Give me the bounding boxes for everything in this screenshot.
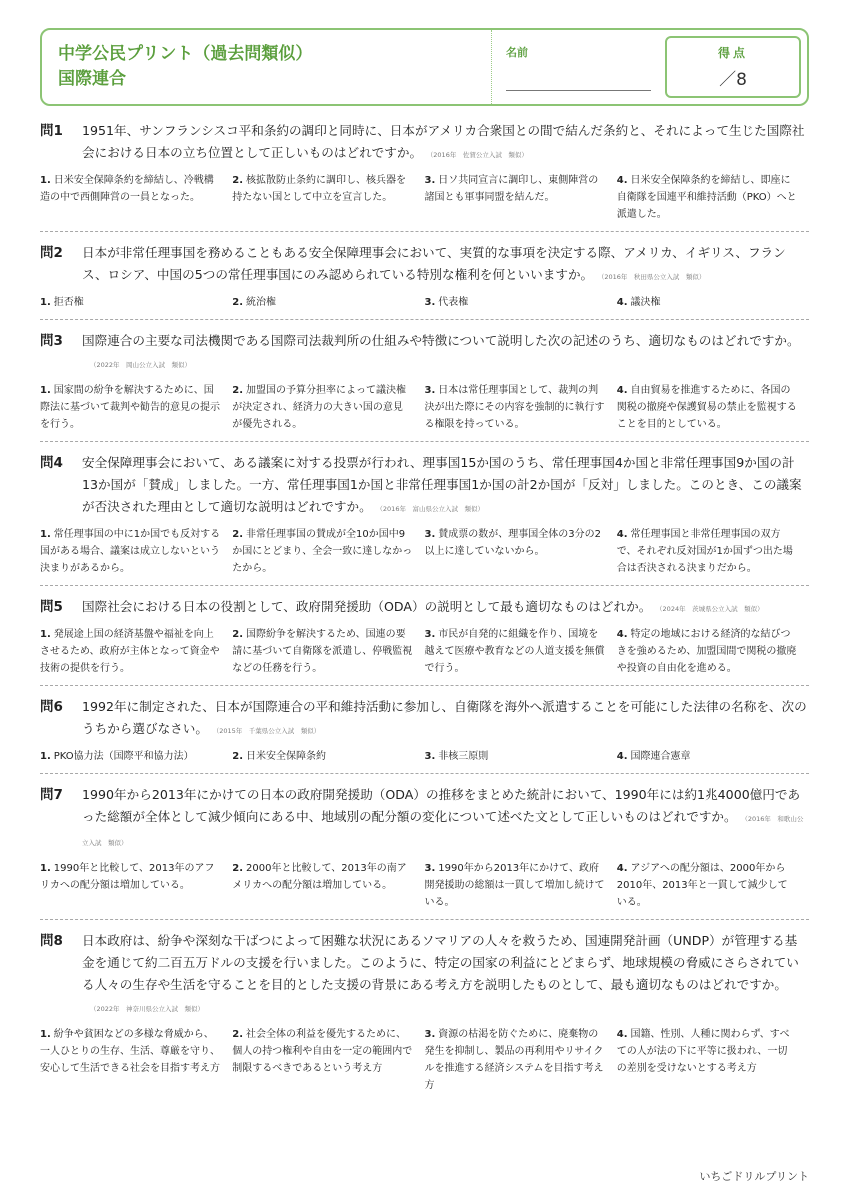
choice-option [425, 860, 617, 911]
choice-text: アジアへの配分額は、2000年から2010年、2013年と一貫して減少している。 [616, 863, 788, 908]
choice-number: 1. [40, 175, 51, 186]
title-block [42, 30, 491, 104]
choice-number: 3. [424, 385, 436, 396]
choice-text: PKO協力法（国際平和協力法） [53, 751, 194, 762]
question-number: 問3 [40, 333, 63, 349]
choice-option [617, 526, 809, 577]
choice-option [425, 1026, 617, 1094]
choice-option [425, 172, 617, 223]
question-text [82, 120, 809, 166]
choice-text: 社会全体の利益を優先するために、個人の持つ権利や自由を一定の範囲内で制限するべきであるという考え方 [232, 1029, 413, 1074]
worksheet-subtitle: 国際連合 [58, 69, 126, 89]
choice-option [232, 1026, 424, 1094]
footer-brand: いちごドリルプリント [699, 1170, 809, 1183]
choice-option [232, 382, 424, 433]
choice-text: 国際連合憲章 [630, 751, 691, 762]
choice-number: 1. [40, 629, 51, 640]
choice-number: 1. [40, 297, 51, 308]
choice-list [40, 1026, 809, 1094]
choice-option [40, 382, 232, 433]
choice-number: 3. [424, 863, 436, 874]
choice-option [617, 626, 809, 677]
question-text [82, 452, 809, 520]
choice-number: 4. [616, 1029, 628, 1040]
question-source: （2016年 富山県公立入試 類似） [379, 505, 484, 513]
choice-text: 国家間の紛争を解決するために、国際法に基づいて裁判や勧告的意見の提示を行う。 [40, 385, 220, 430]
question-body: 日本が非常任理事国を務めることもある安全保障理事会において、実質的な事項を決定する際、アメリカ、イギリス、フランス、ロシア、中国の5つの常任理事国にのみ認められている特別な権利を何といいますか。 [82, 245, 786, 282]
choice-number: 2. [232, 385, 244, 396]
question-text [82, 242, 809, 288]
question-7 [40, 784, 809, 920]
choice-number: 1. [40, 751, 51, 762]
choice-list [40, 626, 809, 677]
choice-option [617, 382, 809, 433]
question-2 [40, 242, 809, 320]
choice-number: 4. [616, 863, 628, 874]
choice-number: 2. [232, 529, 244, 540]
choice-option [232, 860, 424, 911]
choice-option [232, 626, 424, 677]
choice-number: 1. [40, 863, 51, 874]
choice-option [425, 294, 617, 311]
choice-option [617, 1026, 809, 1094]
choice-option [40, 294, 232, 311]
choice-option [425, 626, 617, 677]
question-6 [40, 696, 809, 774]
choice-text: 1990年から2013年にかけて、政府開発援助の総額は一貫して増加し続けている。 [424, 863, 605, 908]
score-box [665, 36, 801, 98]
choice-option [617, 860, 809, 911]
choice-number: 3. [424, 297, 436, 308]
question-body: 安全保障理事会において、ある議案に対する投票が行われ、理事国15か国のうち、常任理事国4か国と非常任理事国9か国の計13か国が「賛成」しました。一方、常任理事国1か国と非常任理事国1か国の計2か国が「反対」しました。このとき、この議案が否決された理由として適切な説明はどれですか。 [82, 455, 802, 514]
question-source: （2015年 千葉県公立入試 類似） [215, 727, 321, 735]
question-source: （2022年 岡山公立入試 類似） [90, 361, 192, 369]
choice-text: 日米安全保障条約を締結し、冷戦構造の中で西側陣営の一員となった。 [40, 175, 214, 203]
choice-text: 議決権 [630, 297, 661, 308]
choice-option [232, 748, 424, 765]
choice-number: 3. [424, 529, 436, 540]
choice-text: 日米安全保障条約を締結し、即座に自衛隊を国連平和維持活動（PKO）へと派遣した。 [616, 175, 797, 220]
choice-text: 拒否権 [53, 297, 84, 308]
choice-list [40, 748, 809, 765]
choice-text: 市民が自発的に組織を作り、国境を越えて医療や教育などの人道支援を無償で行う。 [424, 629, 605, 674]
choice-text: 国際紛争を解決するため、国連の要請に基づいて自衛隊を派遣し、停戦監視などの任務を行う。 [232, 629, 413, 674]
choice-number: 4. [616, 529, 628, 540]
choice-number: 4. [616, 385, 628, 396]
choice-option [425, 382, 617, 433]
question-source: （2016年 秋田県公立入試 類似） [601, 273, 706, 281]
choice-number: 2. [232, 863, 244, 874]
choice-number: 2. [232, 297, 244, 308]
choice-option [617, 172, 809, 223]
question-source: （2016年 和歌山公立入試 類似） [82, 815, 804, 847]
name-field-line [506, 90, 651, 91]
choice-number: 4. [616, 629, 628, 640]
choice-text: 特定の地域における経済的な結びつきを強めるため、加盟国間で関税の撤廃や投資の自由化を進める。 [616, 629, 797, 674]
choice-text: 加盟国の予算分担率によって議決権が決定され、経済力の大きい国の意見が優先される。 [232, 385, 407, 430]
choice-text: 統治権 [246, 297, 277, 308]
choice-option [40, 860, 232, 911]
choice-number: 3. [424, 175, 436, 186]
choice-option [425, 526, 617, 577]
choice-text: 国籍、性別、人種に関わらず、すべての人が法の下に平等に扱われ、一切の差別を受けないとする考え方 [616, 1029, 790, 1074]
question-text [82, 696, 809, 742]
question-number: 問5 [40, 599, 63, 615]
question-number: 問8 [40, 933, 63, 949]
choice-text: 資源の枯渇を防ぐために、廃棄物の発生を抑制し、製品の再利用やリサイクルを推進する経済システムを目指す考え方 [424, 1029, 604, 1091]
choice-number: 4. [616, 297, 628, 308]
name-block [491, 30, 663, 104]
choice-text: 自由貿易を推進するために、各国の関税の撤廃や保護貿易の禁止を監視することを目的としている。 [616, 385, 797, 430]
score-block [663, 30, 807, 104]
question-text [82, 784, 809, 854]
choice-text: 常任理事国の中に1か国でも反対する国がある場合、議案は成立しないという決まりがあるから。 [40, 529, 221, 574]
score-label: 得点 [717, 46, 748, 60]
question-3 [40, 330, 809, 442]
question-list [40, 120, 809, 1102]
choice-list [40, 294, 809, 311]
choice-option [40, 626, 232, 677]
choice-list [40, 382, 809, 433]
question-body: 国際連合の主要な司法機関である国際司法裁判所の仕組みや特徴について説明した次の記述のうち、適切なものはどれですか。 [82, 333, 800, 348]
choice-text: 常任理事国と非常任理事国の双方で、それぞれ反対国が1か国ずつ出た場合は否決される決まりだから。 [616, 529, 793, 574]
choice-number: 3. [424, 629, 436, 640]
question-4 [40, 452, 809, 586]
choice-text: 非核三原則 [438, 751, 489, 762]
question-body: 国際社会における日本の役割として、政府開発援助（ODA）の説明として最も適切なものはどれか。 [82, 599, 652, 614]
choice-number: 2. [232, 175, 244, 186]
question-number: 問2 [40, 245, 63, 261]
choice-text: 賛成票の数が、理事国全体の3分の2以上に達していないから。 [424, 529, 601, 557]
choice-text: 2000年と比較して、2013年の南アメリカへの配分額は増加している。 [232, 863, 407, 891]
choice-text: 代表権 [438, 297, 469, 308]
choice-option [232, 526, 424, 577]
choice-text: 紛争や貧困などの多様な脅威から、一人ひとりの生存、生活、尊厳を守り、安心して生活できる社会を目指す考え方 [40, 1029, 220, 1074]
choice-number: 3. [424, 1029, 436, 1040]
question-source: （2022年 神奈川県公立入試 類似） [90, 1005, 205, 1013]
choice-number: 1. [40, 1029, 51, 1040]
score-total: ／8 [719, 70, 747, 90]
choice-option [617, 294, 809, 311]
choice-number: 2. [232, 1029, 244, 1040]
choice-number: 2. [232, 751, 244, 762]
question-source: （2024年 茨城県公立入試 類似） [659, 605, 764, 613]
choice-text: 非常任理事国の賛成が全10か国中9か国にとどまり、全会一致に達しなかったから。 [232, 529, 413, 574]
question-text [82, 330, 809, 376]
name-label: 名前 [506, 46, 528, 59]
question-8 [40, 930, 809, 1102]
choice-text: 日ソ共同宣言に調印し、東側陣営の諸国とも軍事同盟を結んだ。 [424, 175, 599, 203]
question-body: 1990年から2013年にかけての日本の政府開発援助（ODA）の推移をまとめた統計において、1990年には約1兆4000億円であった総額が全体として減少傾向にある中、地域別の配分額の変化について述べた文として正しいものはどれですか。 [82, 787, 801, 824]
question-number: 問4 [40, 455, 63, 471]
choice-option [617, 748, 809, 765]
question-text [82, 596, 809, 620]
question-5 [40, 596, 809, 686]
worksheet-title: 中学公民プリント（過去問類似） [58, 44, 313, 64]
choice-text: 1990年と比較して、2013年のアフリカへの配分額は増加している。 [40, 863, 215, 891]
choice-option [232, 172, 424, 223]
worksheet-header [40, 28, 809, 106]
choice-list [40, 172, 809, 223]
choice-option [40, 1026, 232, 1094]
question-body: 日本政府は、紛争や深刻な干ばつによって困難な状況にあるソマリアの人々を救うため、国連開発計画（UNDP）が管理する基金を通じて約二百五万ドルの支援を行いました。このように、特定の国家の利益にとどまらず、地球規模の脅威にさらされている人々の生存や生活を守ることを目的とした支援の背景にある考え方を説明したものとして、最も適切なものはどれですか。 [82, 933, 799, 992]
choice-text: 日米安全保障条約 [246, 751, 327, 762]
question-text [82, 930, 809, 1020]
choice-option [232, 294, 424, 311]
choice-option [40, 526, 232, 577]
question-body: 1951年、サンフランシスコ平和条約の調印と同時に、日本がアメリカ合衆国との間で結んだ条約と、それによって生じた国際社会における日本の立ち位置として正しいものはどれですか。 [82, 123, 805, 160]
choice-text: 核拡散防止条約に調印し、核兵器を持たない国として中立を宣言した。 [232, 175, 407, 203]
choice-option [40, 748, 232, 765]
choice-number: 2. [232, 629, 244, 640]
choice-number: 4. [616, 175, 628, 186]
choice-number: 4. [616, 751, 628, 762]
question-number: 問7 [40, 787, 63, 803]
choice-option [40, 172, 232, 223]
question-1 [40, 120, 809, 232]
question-number: 問6 [40, 699, 63, 715]
choice-number: 1. [40, 529, 51, 540]
choice-list [40, 526, 809, 577]
choice-text: 日本は常任理事国として、裁判の判決が出た際にその内容を強制的に執行する権限を持っている。 [424, 385, 605, 430]
question-number: 問1 [40, 123, 63, 139]
choice-text: 発展途上国の経済基盤や福祉を向上させるため、政府が主体となって資金や技術の提供を行う。 [40, 629, 220, 674]
choice-option [425, 748, 617, 765]
choice-list [40, 860, 809, 911]
question-body: 1992年に制定された、日本が国際連合の平和維持活動に参加し、自衛隊を海外へ派遣することを可能にした法律の名称を、次のうちから選びなさい。 [82, 699, 807, 736]
choice-number: 3. [424, 751, 436, 762]
choice-number: 1. [40, 385, 51, 396]
question-source: （2016年 佐賀公立入試 類似） [430, 151, 528, 159]
